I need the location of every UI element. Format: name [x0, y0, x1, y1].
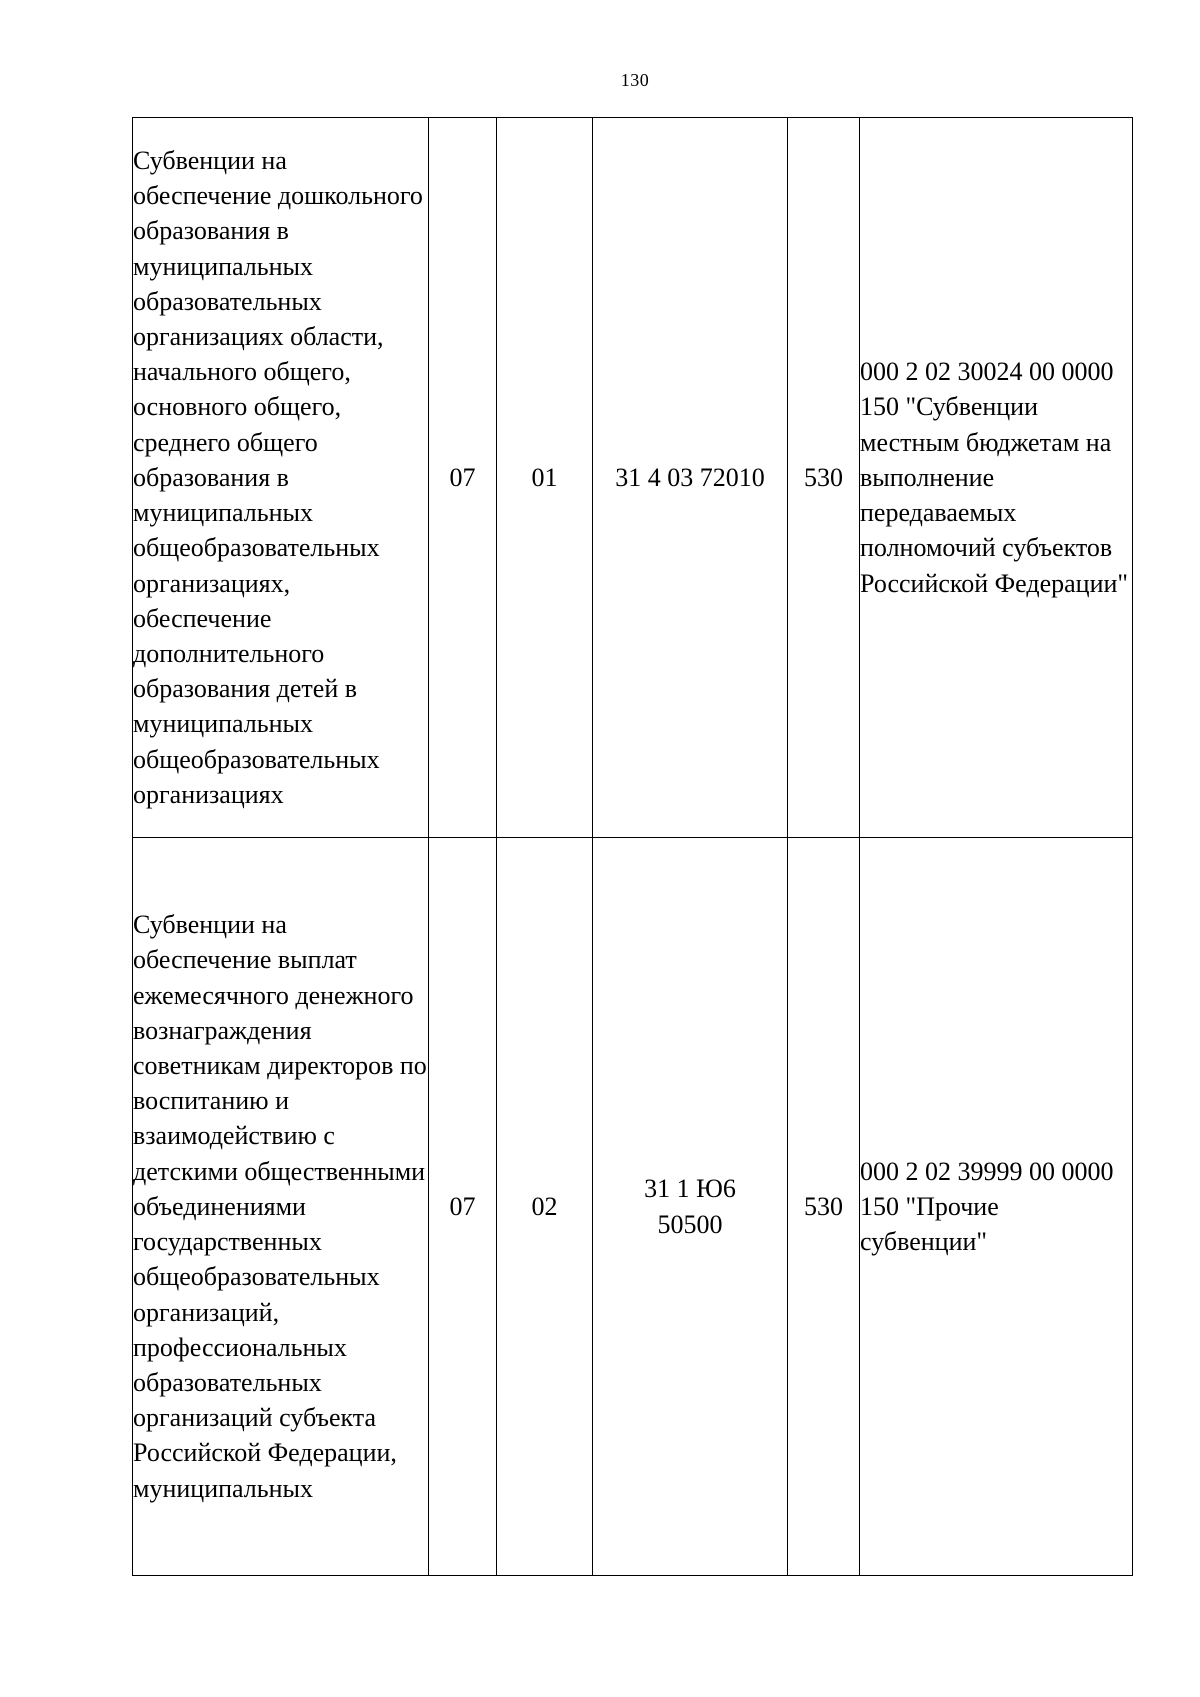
target-article-code — [593, 838, 788, 1576]
table-row — [133, 118, 1133, 838]
expense-type-code: 530 — [788, 838, 860, 1576]
subsection-code: 02 — [497, 838, 593, 1576]
target-article-line: 31 1 Ю6 — [644, 1174, 736, 1204]
income-classification-code: 000 2 02 39999 00 0000 150 "Прочие субвенции" — [860, 838, 1133, 1576]
section-code: 07 — [429, 838, 497, 1576]
row-description: Субвенции на обеспечение выплат ежемесячного денежного вознаграждения советникам директоров по воспитанию и взаимодействию с детскими общественными объединениями государственных общеобразовательных организаций, профессиональных образовательных организаций субъекта Российской Федерации, муниципальных — [133, 838, 429, 1576]
table-row — [133, 838, 1133, 1576]
row-description: Субвенции на обеспечение дошкольного образования в муниципальных образовательных организациях области, начального общего, основного общего, среднего общего образования в муниципальных общеобразовательных организациях, обеспечение дополнительного образования детей в муниципальных общеобразовательных организациях — [133, 118, 429, 838]
page-number: 130 — [620, 70, 650, 90]
target-article-code: 31 4 03 72010 — [593, 118, 788, 838]
expense-type-code: 530 — [788, 118, 860, 838]
subsection-code: 01 — [497, 118, 593, 838]
income-classification-code: 000 2 02 30024 00 0000 150 "Субвенции местным бюджетам на выполнение передаваемых полномочий субъектов Российской Федерации" — [860, 118, 1133, 838]
target-article-line: 50500 — [657, 1209, 723, 1239]
budget-table — [132, 117, 1133, 1576]
section-code: 07 — [429, 118, 497, 838]
